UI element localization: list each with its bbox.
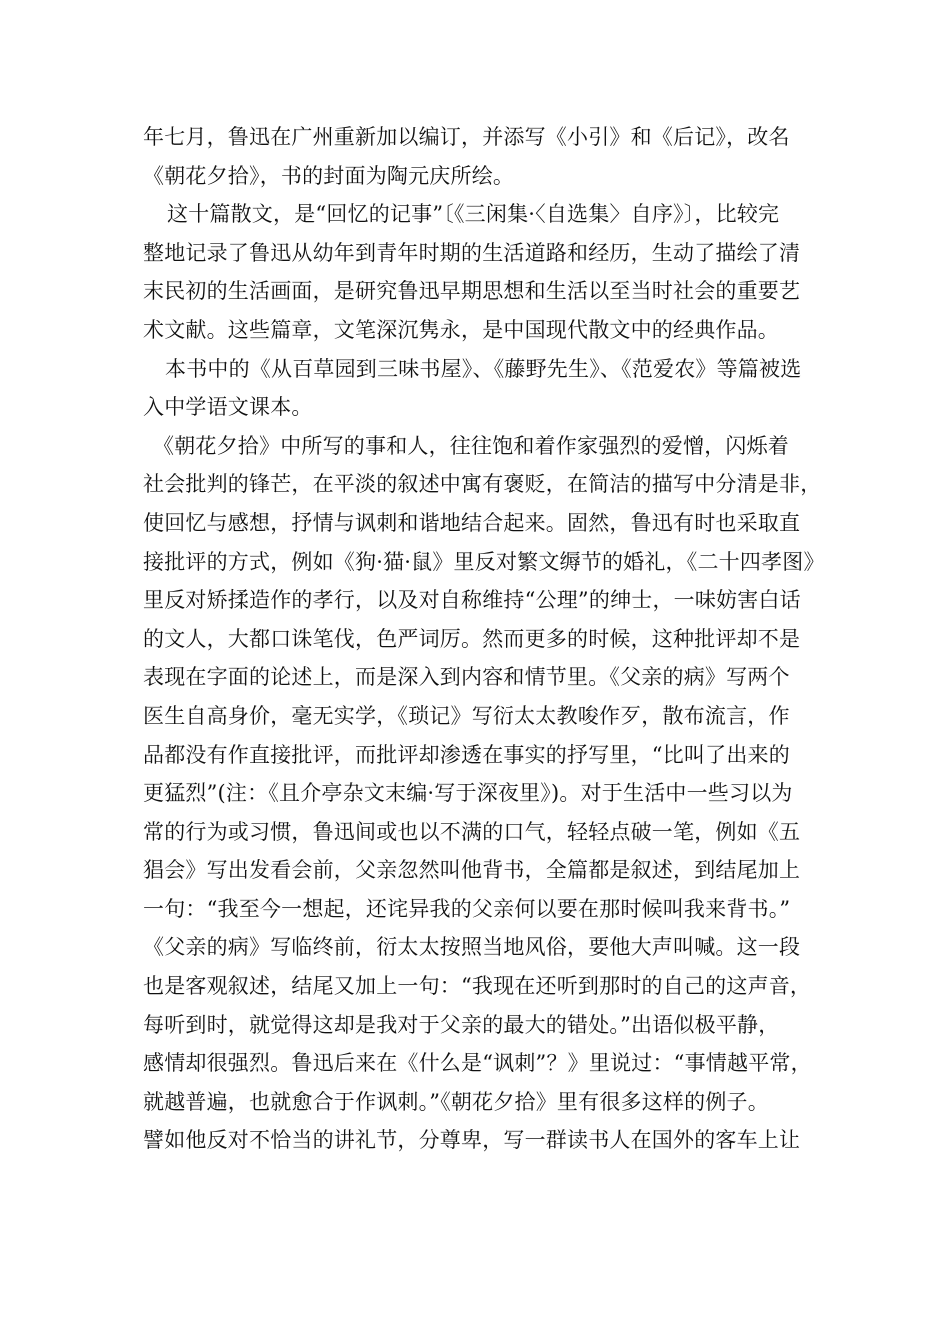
paragraph-1 — [143, 118, 813, 195]
paragraph-2 — [143, 195, 813, 349]
text-line: 一句：“我至今一想起，还诧异我的父亲何以要在那时候叫我来背书。” — [143, 896, 791, 921]
text-line: 里反对矫揉造作的孝行，以及对自称维持“公理”的绅士，一味妨害白话 — [143, 588, 801, 613]
text-line: 末民初的生活画面，是研究鲁迅早期思想和生活以至当时社会的重要艺 — [143, 279, 801, 304]
text-line: 的文人，大都口诛笔伐，色严词厉。然而更多的时候，这种批评却不是 — [143, 626, 801, 651]
text-line: 《父亲的病》写临终前，衍太太按照当地风俗，要他大声叫喊。这一段 — [143, 935, 801, 960]
text-line: 使回忆与感想，抒情与讽刺和谐地结合起来。固然，鲁迅有时也采取直 — [143, 510, 801, 535]
paragraph-4 — [143, 427, 825, 1160]
text-line: 社会批判的锋芒，在平淡的叙述中寓有褒贬，在简洁的描写中分清是非， — [143, 472, 822, 497]
text-line: 《朝花夕拾》中所写的事和人，往往饱和着作家强烈的爱憎，闪烁着 — [153, 433, 789, 458]
text-line: 譬如他反对不恰当的讲礼节，分尊卑，写一群读书人在国外的客车上让 — [143, 1128, 801, 1153]
text-line: 《朝花夕拾》，书的封面为陶元庆所绘。 — [143, 163, 515, 188]
text-line: 品都没有作直接批评，而批评却渗透在事实的抒写里，“比叫了出来的 — [143, 742, 790, 767]
text-line: 感情却很强烈。鲁迅后来在《什么是“讽刺”？》里说过：“事情越平常， — [143, 1051, 812, 1076]
text-line: 接批评的方式，例如《狗·猫·鼠》里反对繁文缛节的婚礼，《二十四孝图》 — [143, 549, 825, 574]
text-line: 猖会》写出发看会前，父亲忽然叫他背书，全篇都是叙述，到结尾加上 — [143, 858, 801, 883]
text-line: 更猛烈”(注：《且介亭杂文末编·写于深夜里》)。对于生活中一些习以为 — [143, 781, 793, 806]
text-line: 就越普遍，也就愈合于作讽刺。”《朝花夕拾》里有很多这样的例子。 — [143, 1089, 769, 1114]
text-line: 本书中的《从百草园到三味书屋》、《藤野先生》、《范爱农》等篇被选 — [165, 356, 802, 381]
text-line: 常的行为或习惯，鲁迅间或也以不满的口气，轻轻点破一笔，例如《五 — [143, 819, 801, 844]
document-body — [143, 118, 825, 1160]
text-line: 医生自高身价，毫无实学，《琐记》写衍太太教唆作歹，散布流言，作 — [143, 703, 790, 728]
text-line: 入中学语文课本。 — [143, 395, 313, 420]
text-line: 表现在字面的论述上，而是深入到内容和情节里。《父亲的病》写两个 — [143, 665, 790, 690]
text-line: 也是客观叙述，结尾又加上一句：“我现在还听到那时的自己的这声音， — [143, 974, 812, 999]
text-line: 每听到时，就觉得这却是我对于父亲的最大的错处。”出语似极平静， — [143, 1012, 780, 1037]
text-line: 这十篇散文，是“回忆的记事”〔《三闲集·〈自选集〉自序》〕，比较完 — [167, 202, 780, 227]
text-line: 年七月，鲁迅在广州重新加以编订，并添写《小引》和《后记》，改名 — [143, 125, 790, 149]
paragraph-3 — [143, 350, 813, 427]
text-line: 术文献。这些篇章，文笔深沉隽永，是中国现代散文中的经典作品。 — [143, 317, 779, 342]
text-line: 整地记录了鲁迅从幼年到青年时期的生活道路和经历，生动了描绘了清 — [143, 240, 801, 265]
